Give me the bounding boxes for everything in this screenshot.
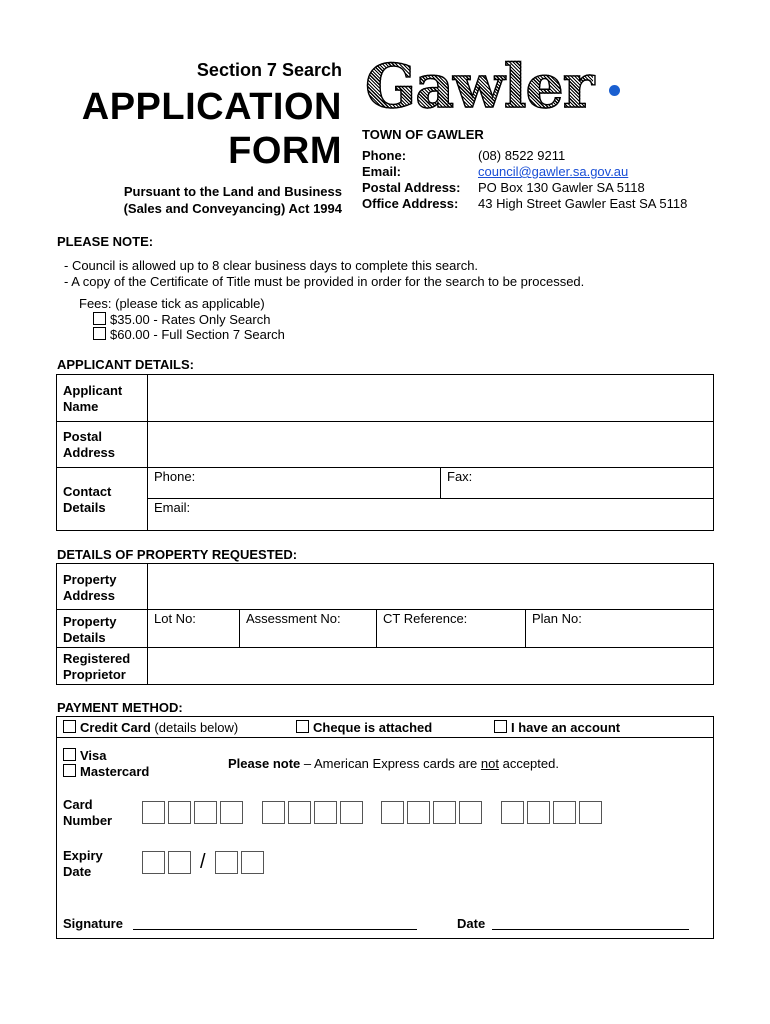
council-office: 43 High Street Gawler East SA 5118 (478, 196, 688, 211)
council-name: TOWN OF GAWLER (362, 127, 484, 142)
ct-reference-field[interactable]: CT Reference: (383, 611, 468, 626)
postal-address-field[interactable] (148, 422, 713, 467)
cheque-checkbox[interactable] (296, 720, 309, 733)
date-label: Date (457, 916, 486, 931)
fee-rates-label: $35.00 - Rates Only Search (110, 311, 271, 327)
expiry-digit-box[interactable] (142, 851, 165, 874)
fee-rates-checkbox[interactable] (93, 312, 106, 325)
logo-text: Gawler (365, 52, 594, 122)
amex-note: Please note – American Express cards are not accepted. (228, 756, 559, 771)
visa-option: Visa (63, 748, 107, 764)
applicant-heading: APPLICANT DETAILS: (57, 357, 194, 372)
date-line[interactable] (492, 929, 689, 930)
card-digit-box[interactable] (433, 801, 456, 824)
expiry-digit-box[interactable] (168, 851, 191, 874)
property-details-label: Property Details (63, 614, 117, 645)
card-digit-box[interactable] (407, 801, 430, 824)
credit-card-option: Credit Card (details below) (63, 720, 238, 736)
credit-card-checkbox[interactable] (63, 720, 76, 733)
form-header (40, 60, 342, 217)
card-digit-box[interactable] (262, 801, 285, 824)
logo-dot-icon (609, 85, 620, 96)
please-note-heading: PLEASE NOTE: (57, 234, 154, 249)
payment-table (56, 716, 714, 939)
assessment-no-field[interactable]: Assessment No: (246, 611, 341, 626)
act-line2: (Sales and Conveyancing) Act 1994 (123, 201, 342, 216)
card-digit-box[interactable] (459, 801, 482, 824)
card-digit-box[interactable] (314, 801, 337, 824)
card-digit-box[interactable] (501, 801, 524, 824)
fees-section (79, 296, 285, 343)
contact-phone-field[interactable]: Phone: (154, 469, 196, 484)
card-digit-box[interactable] (220, 801, 243, 824)
card-digit-box[interactable] (168, 801, 191, 824)
note-line-2: - A copy of the Certificate of Title must be provided in order for the search to be processed. (64, 274, 585, 289)
contact-fax-field[interactable]: Fax: (447, 469, 473, 484)
registered-proprietor-field[interactable] (148, 648, 713, 684)
mastercard-option: Mastercard (63, 764, 149, 780)
council-phone: (08) 8522 9211 (478, 148, 566, 163)
fee-full-label: $60.00 - Full Section 7 Search (110, 327, 285, 342)
mastercard-checkbox[interactable] (63, 764, 76, 777)
expiry-digit-box[interactable] (215, 851, 238, 874)
gawler-logo (365, 52, 625, 122)
card-digit-box[interactable] (194, 801, 217, 824)
card-number-label: Card Number (63, 797, 113, 828)
registered-proprietor-label: Registered Proprietor (63, 651, 131, 682)
card-digit-box[interactable] (288, 801, 311, 824)
postal-address-label: Postal Address (63, 429, 116, 460)
expiry-date-label: Expiry Date (63, 848, 103, 879)
payment-heading: PAYMENT METHOD: (57, 700, 183, 715)
council-postal: PO Box 130 Gawler SA 5118 (478, 180, 645, 195)
email-label: Email: (362, 164, 402, 179)
office-label: Office Address: (362, 196, 459, 211)
card-digit-box[interactable] (340, 801, 363, 824)
form-subtitle: Section 7 Search (196, 60, 342, 80)
property-address-field[interactable] (148, 564, 713, 609)
plan-no-field[interactable]: Plan No: (532, 611, 582, 626)
account-checkbox[interactable] (494, 720, 507, 733)
contact-details-label: Contact Details (63, 484, 112, 515)
fees-label: Fees: (please tick as applicable) (79, 296, 265, 311)
act-line1: Pursuant to the Land and Business (123, 184, 342, 199)
cheque-option: Cheque is attached (296, 720, 432, 736)
postal-label: Postal Address: (362, 180, 461, 195)
expiry-slash: / (200, 851, 206, 873)
form-title-line1: APPLICATION (81, 86, 342, 128)
lot-no-field[interactable]: Lot No: (154, 611, 196, 626)
note-line-1: - Council is allowed up to 8 clear business days to complete this search. (64, 258, 479, 273)
form-title-line2: FORM (228, 130, 342, 172)
applicant-name-field[interactable] (148, 375, 713, 421)
property-address-label: Property Address (63, 572, 117, 603)
card-digit-box[interactable] (579, 801, 602, 824)
signature-label: Signature (63, 916, 123, 931)
visa-checkbox[interactable] (63, 748, 76, 761)
fee-full-checkbox[interactable] (93, 327, 106, 340)
council-contact (362, 127, 687, 212)
phone-label: Phone: (362, 148, 407, 163)
card-digit-box[interactable] (381, 801, 404, 824)
account-option: I have an account (494, 720, 620, 736)
card-digit-box[interactable] (553, 801, 576, 824)
applicant-name-label: Applicant Name (63, 383, 123, 414)
card-digit-box[interactable] (527, 801, 550, 824)
contact-email-field[interactable]: Email: (154, 500, 191, 515)
signature-line[interactable] (133, 929, 417, 930)
property-heading: DETAILS OF PROPERTY REQUESTED: (57, 547, 298, 562)
card-digit-box[interactable] (142, 801, 165, 824)
council-email-link[interactable]: council@gawler.sa.gov.au (478, 164, 629, 179)
expiry-digit-box[interactable] (241, 851, 264, 874)
please-note-text (64, 258, 584, 290)
